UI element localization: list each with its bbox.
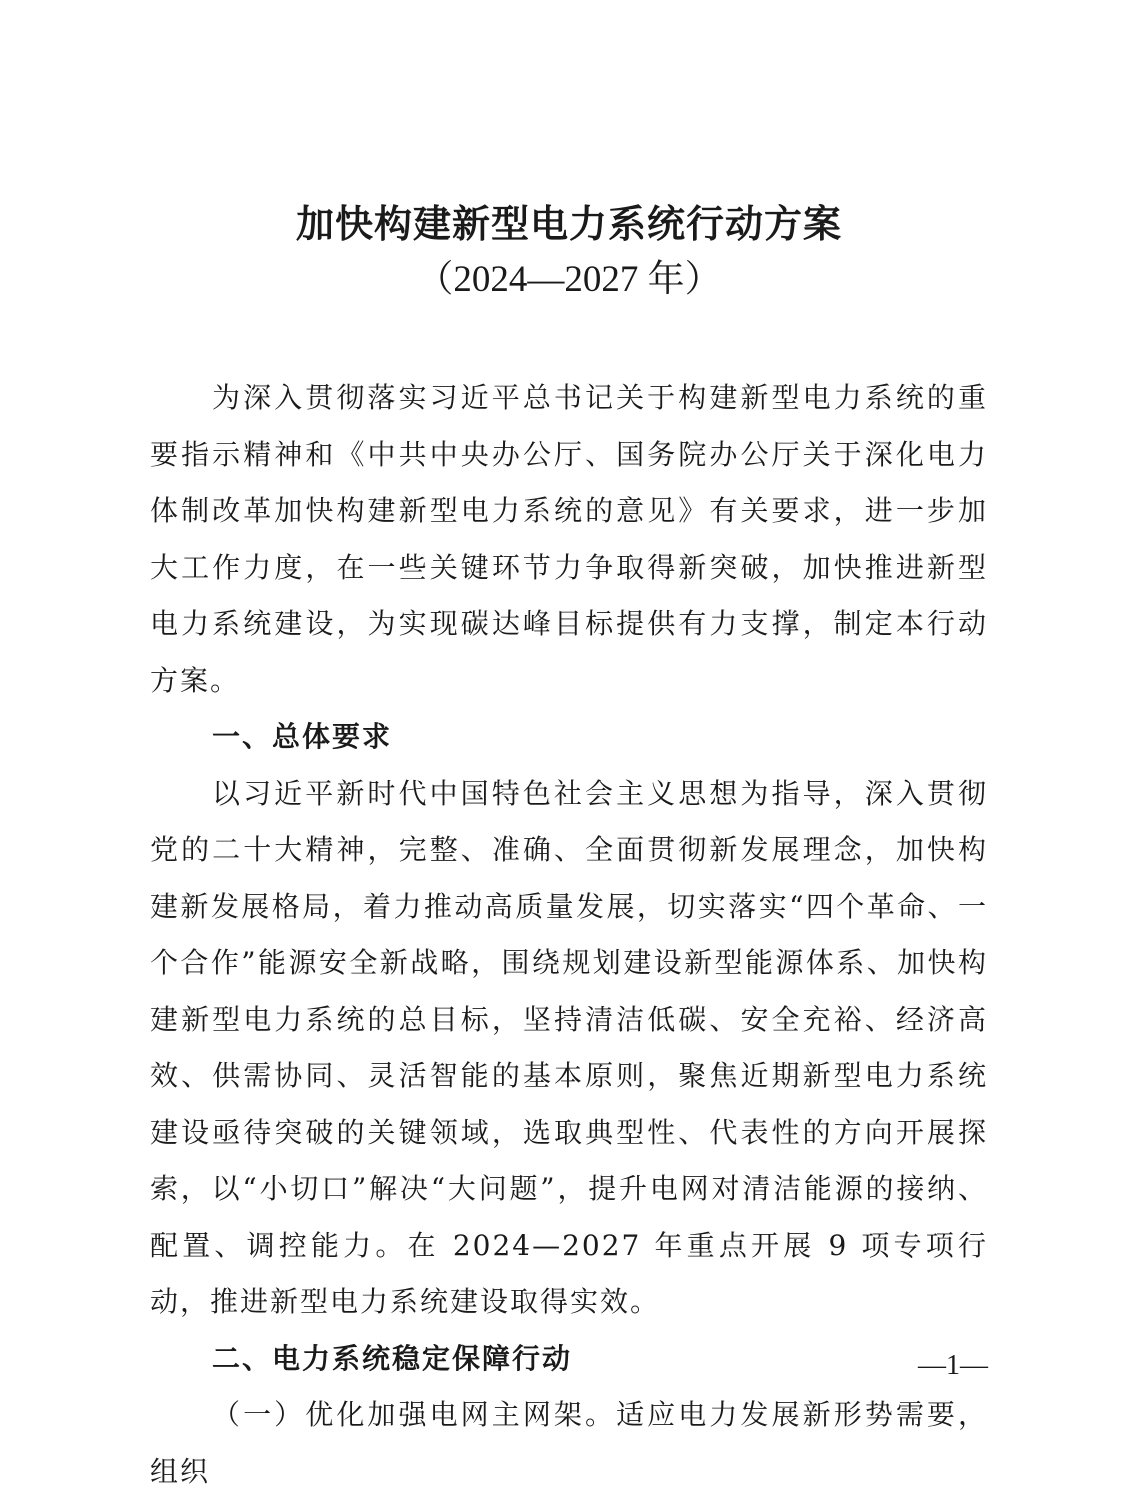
section-1-paragraph: 以习近平新时代中国特色社会主义思想为指导，深入贯彻党的二十大精神，完整、准确、全面贯彻新发展理念，加快构建新发展格局，着力推动高质量发展，切实落实“四个革命、一个合作”能源安全新战略，围绕规划建设新型能源体系、加快构建新型电力系统的总目标，坚持清洁低碳、安全充裕、经济高效、供需协同、灵活智能的基本原则，聚焦近期新型电力系统建设亟待突破的关键领域，选取典型性、代表性的方向开展探索，以“小切口”解决“大问题”，提升电网对清洁能源的接纳、配置、调控能力。在 2024—2027 年重点开展 9 项专项行动，推进新型电力系统建设取得实效。 [150,776,988,1318]
page-number: —1— [918,1350,988,1381]
document-subtitle: （2024—2027 年） [416,259,722,300]
section-heading-2: 二、电力系统稳定保障行动 [212,1341,573,1375]
section-heading-1: 一、总体要求 [212,720,393,753]
document-title: 加快构建新型电力系统行动方案 [295,202,842,246]
intro-paragraph: 为深入贯彻落实习近平总书记关于构建新型电力系统的重要指示精神和《中共中央办公厅、国务院办公厅关于深化电力体制改革加快构建新型电力系统的意见》有关要求，进一步加大工作力度，在一些关键环节力争取得新突破，加快推进新型电力系统建设，为实现碳达峰目标提供有力支撑，制定本行动方案。 [150,381,988,697]
section-2-paragraph: （一）优化加强电网主网架。适应电力发展新形势需要，组织 [150,1398,988,1488]
document-body [150,370,988,1500]
